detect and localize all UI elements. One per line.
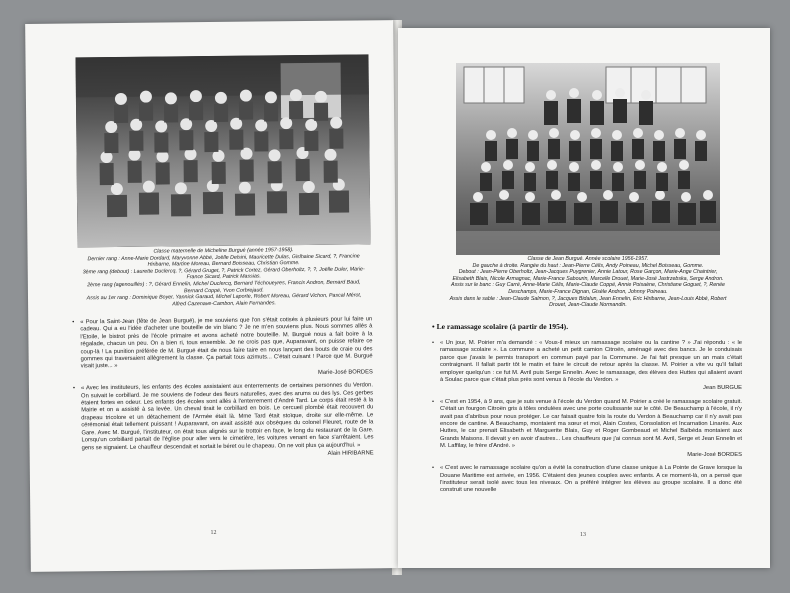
paragraph-text: « Pour la Saint-Jean (fête de Jean Burgué), je me souviens que l'on s'était cotisés à plusieurs pour lui faire un cadeau. Qui a eu l'idée d'acheter une bouteille de vin blanc ? Je ne m'en souviens plus. Nous sommes allés à l'Etoile, le bistrot près de l'école primaire et avons acheté notre bouteille. M. Burgué nous a fait boire à la régalade, chacun un peu. On a bien ri, tous ensemble. Je ne crois pas que, Auparavant, on puisse refaire ce coup-là ! La punition préférée de M. Burgué était de nous faire taire en nous lançant des bouts de craie ou des gommes qui traversaient allègrement la classe. Ça partait tous azimuts... C'était cuisant ! Parce que M. Burgué visait juste... » xyxy=(80,316,373,370)
left-body-text xyxy=(72,316,374,466)
right-page xyxy=(398,28,770,568)
caption-line: Alfred Cazenave-Cambon, Alain Fernandes. xyxy=(172,300,276,308)
testimony-paragraph xyxy=(72,316,373,379)
caption-line: Debout : Jean-Pierre Oberholtz, Jean-Jacques Puygrenier, Annie Latour, Rose Garçon, Marie-Ange Chaintrier, xyxy=(458,269,718,276)
caption-line: Classe maternelle de Micheline Burgué (année 1957-1958). xyxy=(153,247,294,255)
left-photo-caption xyxy=(68,246,381,309)
class-photo-left-image xyxy=(75,54,370,247)
paragraph-text: « Avec les instituteurs, les enfants des écoles assistaient aux enterrements de certaines personnes du Verdon. On suivait le corbillard. Je me souviens de l'odeur des fleurs naturelles, avec des arums ou des lys. Ces gerbes étaient fortes en odeur. Les enfants des écoles sont allés à l'enterrement d'André Tard. Le corps était resté à la Mairie et on a assisté à sa levée. Un cheval tirait le corbillard en bois. Le cercueil plombé était recouvert du drapeau tricolore et un détachement de l'Armée était là. Mme Tard était stoïque, droite sur elle-même. Le cérémonial était tellement puissant ! Auparavant, on avait assisté aux obsèques du colonel Fleuret, route de la Gare. Avec M. Burgué, l'instituteur, on était tous alignés sur le trottoir en face, le long du restaurant de la Gare. Lorsqu'un corbillard partait de l'église pour aller vers le cimetière, les voitures venant en face s'arrêtaient. Les gens se signaient. Le chauffeur descendait et sortait le béret ou le chapeau. On ne voit plus ça aujourd'hui. » xyxy=(80,382,374,451)
bullet-icon: • xyxy=(432,340,435,346)
caption-line: Assis dans le sable : Jean-Claude Salmon, ?, Jacques Bidalun, Jean Ennelin, Eric Hiribarne, Jean-Louis Abbé, Robert xyxy=(449,295,727,302)
paragraph-text: « Un jour, M. Poirier m'a demandé : « Vous-il mieux un ramassage scolaire ou la cantine ? » J'ai répondu : « le ramassage scolaire ». La commune a acheté un petit camion Citroën, aménagé avec des bancs. Je le conduisais parce que j'avais le permis transport en commun payé par la Commune. Je l'ai fait presque un an mais c'était contraignant. Il fallait partir tôt le matin et faire le circuit de retour après la classe. M. Poirier a vite vu qu'il fallait employer quelqu'un : ce fut M. Avril puis Serge Ennelin. Avec le ramassage, des élèves des Huttes qui allaient avant à Soulac parce que c'était plus près sont venus à l'école du Verdon. » xyxy=(440,340,742,384)
bullet-icon: • xyxy=(432,398,435,405)
paragraph-signature: Alain HIRIBARNE xyxy=(327,450,374,457)
caption-line: Dernier rang : Anne-Marie Dordard, Maryvonne Abbé, Joëlle Delsini, Mauricette Dulas, Gislhaine Sicard, ?, Francine xyxy=(87,253,360,262)
right-photo-caption xyxy=(438,256,738,309)
caption-line: Classe de Jean Burgué. Année scolaire 1956-1957. xyxy=(527,256,649,262)
testimony-paragraph xyxy=(73,383,374,461)
heading-bullet-icon: • xyxy=(432,322,437,331)
page-number: 13 xyxy=(580,532,586,538)
caption-line: France Sicard, Patrick Massias. xyxy=(186,273,262,281)
caption-line: Hiribarne, Martine Moreau, Bernard Boisseau, Christian Gomme. xyxy=(147,260,300,268)
class-photo-left xyxy=(75,54,370,247)
testimony-paragraph xyxy=(432,399,742,459)
testimony-paragraph xyxy=(432,465,742,495)
testimony-paragraph xyxy=(432,340,742,393)
heading-text: Le ramassage scolaire (à partir de 1954). xyxy=(436,322,569,331)
class-photo-right-image xyxy=(456,63,720,255)
page-number: 12 xyxy=(210,529,217,537)
caption-line: 2ème rang (agenouillés) : ?, Gérard Ennelin, Michel Duclercq, Bernard Téchoueyres, Francis Andron, Bernard Baud, xyxy=(87,279,361,289)
bullet-icon: • xyxy=(72,385,76,392)
paragraph-signature: Jean BURGUE xyxy=(703,385,742,392)
bullet-icon: • xyxy=(432,465,435,472)
paragraph-signature: Marie-José BORDES xyxy=(318,369,373,376)
caption-line: 3ème rang (debout) : Laurette Duclercq, ?, Gérard Gruget, ?, Patrick Cortez, Gérard Oberholtz, ?, ?, Joëlle Duler, Marie- xyxy=(82,266,365,276)
bullet-icon: • xyxy=(72,319,75,326)
caption-line: Deschamps, Marie-France Dignan, Gisèle Andron, Johnny Poineau. xyxy=(508,288,668,295)
caption-line: Assis au 1er rang : Dominique Boyer, Yannick Garaud, Michel Laporte, Robert Moreau, Gérard Vichon, Pascal Mérot, xyxy=(86,292,362,302)
caption-line: De gauche à droite. Rangée du haut : Jean-Pierre Célis, Andy Poineau, Michel Boisseau, Gomme. xyxy=(472,262,704,269)
caption-line: Drouet, Jean-Claude Normandin. xyxy=(549,302,627,309)
caption-line: Elisabeth Blais, Nicole Armagnac, Marie-France Sabourin, Marcelle Drouet, Marie-José Jastrzebska, Serge Andron. xyxy=(452,275,724,282)
section-heading xyxy=(432,322,568,331)
caption-line: Bernard Coppé, Yvon Corbrejaud. xyxy=(184,287,264,294)
caption-line: Assis sur le banc : Guy Carré, Anne-Marie Célis, Marie-Claude Coppé, Annie Poisaène, Christiane Goguet, ?, Renée xyxy=(450,282,725,289)
paragraph-text: « C'est en 1954, à 9 ans, que je suis venue à l'école du Verdon quand M. Poirier a créé le ramassage scolaire gratuit. C'était un fourgon Citroën gris à tôles ondulées avec une porte coulissante sur le côté. De Beauchamp à l'école, il n'y avait pas d'abribus pour nous protéger. Le car faisait quatre fois la route du Verdon à Beauchamp car il n'y avait pas encore de cantine. A Beauchamp, montaient ma sœur et moi, Alain Costes, Consolation et Incarnation Linarès. Aux Huttes, le car prenait Elisabeth et Marguerite Blais, Guy et Roger Gombeaud et Michel Balbéda montaient aux Grands Maisons. Il devait y en avoir d'autres... Les chauffeurs que j'ai connus sont M. Avril, Serge et Jean Ennelin et M. Laffilay, le frère d'André. » xyxy=(440,398,742,450)
left-page xyxy=(25,20,399,572)
right-body-text xyxy=(432,340,742,501)
paragraph-signature: Marie-José BORDES xyxy=(687,451,742,458)
class-photo-right xyxy=(456,63,720,255)
paragraph-text: « C'est avec le ramassage scolaire qu'on a évité la construction d'une classe unique à La Pointe de Grave lorsque la Douane Maritime est arrivée, en 1956. C'étaient des jeunes couples avec enfants. A ce moment-là, on a pensé que l'instituteur serait isolé avec tous les niveaux. On a préféré intégrer les élèves au groupe scolaire. Il a donc été construit une nouvelle xyxy=(440,465,742,494)
